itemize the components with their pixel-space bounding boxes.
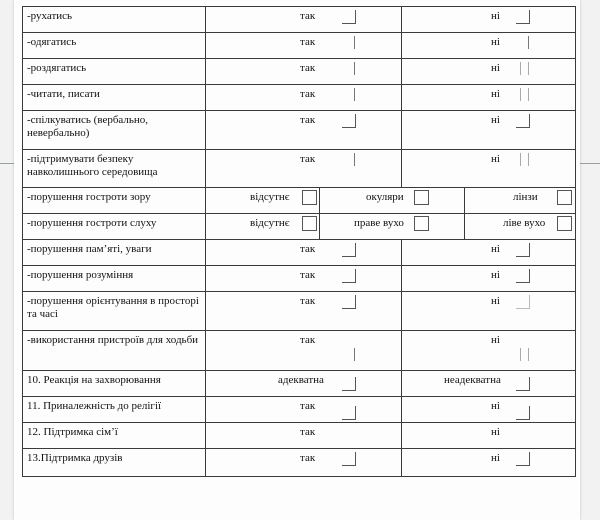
option-cell[interactable] bbox=[206, 33, 402, 59]
option-cell[interactable] bbox=[402, 266, 576, 292]
option-cell[interactable] bbox=[206, 111, 402, 150]
table-row bbox=[23, 397, 576, 423]
option-label: ні bbox=[491, 36, 500, 48]
row-label: -порушення гостроти зору bbox=[23, 188, 206, 214]
option-cell[interactable] bbox=[402, 240, 576, 266]
checkbox-edge bbox=[528, 88, 529, 101]
option-label: так bbox=[300, 88, 316, 100]
row-label: 12. Підтримка сім’ї bbox=[23, 423, 206, 449]
option-cell[interactable] bbox=[402, 59, 576, 85]
option-label: так bbox=[300, 62, 316, 74]
option-label: відсутнє bbox=[250, 217, 290, 229]
checkbox[interactable] bbox=[354, 153, 355, 166]
row-label: -порушення розуміння bbox=[23, 266, 206, 292]
checkbox[interactable] bbox=[354, 62, 355, 75]
table-row bbox=[23, 33, 576, 59]
option-cell[interactable] bbox=[206, 240, 402, 266]
option-label: праве вухо bbox=[354, 217, 404, 229]
row-label: -одягатись bbox=[23, 33, 206, 59]
row-label: 13.Підтримка друзів bbox=[23, 449, 206, 477]
option-cell[interactable] bbox=[320, 214, 465, 240]
table-row bbox=[23, 59, 576, 85]
checkbox[interactable] bbox=[557, 216, 572, 231]
option-label: так bbox=[300, 36, 316, 48]
checkbox-edge bbox=[528, 348, 529, 361]
option-label: так bbox=[300, 10, 316, 22]
checkbox[interactable] bbox=[354, 36, 355, 49]
checkbox[interactable] bbox=[302, 216, 317, 231]
option-label: ні bbox=[491, 334, 500, 346]
option-cell[interactable] bbox=[402, 331, 576, 371]
option-label: так bbox=[300, 243, 316, 255]
checkbox[interactable] bbox=[342, 295, 356, 309]
page-divider-left bbox=[0, 163, 14, 164]
table-row bbox=[23, 214, 576, 240]
option-cell[interactable] bbox=[206, 371, 402, 397]
option-label: неадекватна bbox=[444, 374, 501, 386]
option-cell[interactable] bbox=[402, 150, 576, 188]
checkbox[interactable] bbox=[528, 36, 529, 49]
option-cell[interactable] bbox=[206, 331, 402, 371]
option-label: так bbox=[300, 452, 316, 464]
checkbox[interactable] bbox=[516, 295, 530, 309]
option-label: ні bbox=[491, 426, 500, 438]
option-cell[interactable] bbox=[206, 59, 402, 85]
option-cell[interactable] bbox=[206, 397, 402, 423]
option-label: ні bbox=[491, 295, 500, 307]
option-label: так bbox=[300, 400, 316, 412]
checkbox[interactable] bbox=[520, 62, 521, 75]
option-cell[interactable] bbox=[206, 150, 402, 188]
row-label: -підтримувати безпеку навколишнього середовища bbox=[23, 150, 206, 188]
option-label: так bbox=[300, 114, 316, 126]
checkbox[interactable] bbox=[354, 88, 355, 101]
row-label: -роздягатись bbox=[23, 59, 206, 85]
option-label: ні bbox=[491, 114, 500, 126]
row-label: -читати, писати bbox=[23, 85, 206, 111]
option-cell[interactable] bbox=[206, 7, 402, 33]
option-cell[interactable] bbox=[320, 188, 465, 214]
row-label: -порушення орієнтування в просторі та часі bbox=[23, 292, 206, 331]
checkbox[interactable] bbox=[342, 243, 356, 257]
table-row bbox=[23, 85, 576, 111]
option-label: так bbox=[300, 269, 316, 281]
option-cell[interactable] bbox=[465, 188, 576, 214]
option-label: ні bbox=[491, 10, 500, 22]
row-label: -використання пристроїв для ходьби bbox=[23, 331, 206, 371]
option-cell[interactable] bbox=[402, 397, 576, 423]
checkbox[interactable] bbox=[414, 216, 429, 231]
option-label: адекватна bbox=[278, 374, 324, 386]
checkbox[interactable] bbox=[516, 452, 530, 466]
checkbox[interactable] bbox=[516, 114, 530, 128]
row-label: -порушення пам’яті, уваги bbox=[23, 240, 206, 266]
checkbox[interactable] bbox=[342, 452, 356, 466]
option-cell[interactable] bbox=[206, 214, 320, 240]
option-label: ні bbox=[491, 452, 500, 464]
option-cell[interactable] bbox=[206, 85, 402, 111]
table-row bbox=[23, 188, 576, 214]
checkbox[interactable] bbox=[342, 377, 356, 391]
option-label: так bbox=[300, 426, 316, 438]
option-cell[interactable] bbox=[402, 7, 576, 33]
option-cell[interactable] bbox=[465, 214, 576, 240]
option-label: так bbox=[300, 295, 316, 307]
checkbox[interactable] bbox=[520, 153, 521, 166]
row-label: -рухатись bbox=[23, 7, 206, 33]
row-label: 10. Реакція на захворювання bbox=[23, 371, 206, 397]
table-row bbox=[23, 292, 576, 331]
option-cell[interactable] bbox=[206, 188, 320, 214]
option-cell[interactable] bbox=[402, 371, 576, 397]
checkbox[interactable] bbox=[516, 10, 530, 24]
option-label: ні bbox=[491, 153, 500, 165]
option-cell[interactable] bbox=[402, 423, 576, 449]
option-label: так bbox=[300, 153, 316, 165]
option-label: ні bbox=[491, 62, 500, 74]
option-cell[interactable] bbox=[206, 292, 402, 331]
row-label: -спілкуватись (вербально, невербально) bbox=[23, 111, 206, 150]
assessment-table bbox=[22, 6, 576, 477]
option-cell[interactable] bbox=[206, 423, 402, 449]
option-label: окуляри bbox=[366, 191, 404, 203]
row-label: 11. Приналежність до релігії bbox=[23, 397, 206, 423]
table-row bbox=[23, 240, 576, 266]
checkbox[interactable] bbox=[342, 10, 356, 24]
checkbox[interactable] bbox=[516, 406, 530, 420]
option-label: ні bbox=[491, 269, 500, 281]
checkbox[interactable] bbox=[302, 190, 317, 205]
table-row bbox=[23, 7, 576, 33]
option-label: ні bbox=[491, 88, 500, 100]
option-label: ліве вухо bbox=[503, 217, 546, 229]
document-page bbox=[14, 0, 580, 520]
checkbox[interactable] bbox=[520, 88, 521, 101]
table-row bbox=[23, 371, 576, 397]
table-row bbox=[23, 150, 576, 188]
checkbox[interactable] bbox=[516, 269, 530, 283]
option-label: ні bbox=[491, 400, 500, 412]
checkbox-edge bbox=[528, 153, 529, 166]
checkbox[interactable] bbox=[557, 190, 572, 205]
table-row bbox=[23, 423, 576, 449]
checkbox[interactable] bbox=[354, 348, 355, 361]
row-label: -порушення гостроти слуху bbox=[23, 214, 206, 240]
checkbox[interactable] bbox=[342, 114, 356, 128]
option-cell[interactable] bbox=[206, 266, 402, 292]
page-divider-right bbox=[580, 163, 600, 164]
checkbox-edge bbox=[528, 62, 529, 75]
checkbox[interactable] bbox=[516, 243, 530, 257]
checkbox[interactable] bbox=[342, 269, 356, 283]
option-cell[interactable] bbox=[402, 85, 576, 111]
option-cell[interactable] bbox=[402, 292, 576, 331]
option-label: відсутнє bbox=[250, 191, 290, 203]
table-row bbox=[23, 266, 576, 292]
table-row bbox=[23, 331, 576, 371]
table-row bbox=[23, 449, 576, 477]
checkbox[interactable] bbox=[520, 348, 521, 361]
option-label: ні bbox=[491, 243, 500, 255]
option-cell[interactable] bbox=[206, 449, 402, 477]
option-cell[interactable] bbox=[402, 33, 576, 59]
checkbox[interactable] bbox=[414, 190, 429, 205]
option-cell[interactable] bbox=[402, 111, 576, 150]
table-row bbox=[23, 111, 576, 150]
checkbox[interactable] bbox=[516, 377, 530, 391]
option-cell[interactable] bbox=[402, 449, 576, 477]
option-label: так bbox=[300, 334, 316, 346]
option-label: лінзи bbox=[513, 191, 538, 203]
checkbox[interactable] bbox=[342, 406, 356, 420]
